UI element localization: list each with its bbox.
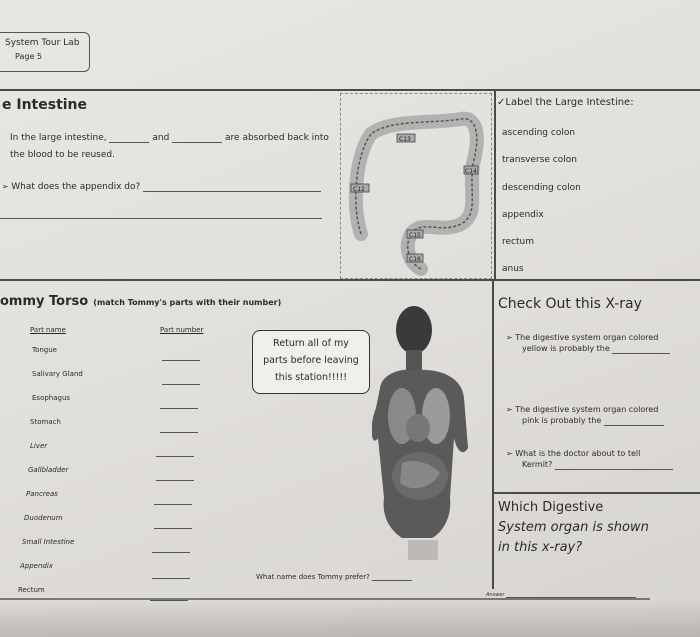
label-c14: C14 <box>465 168 477 175</box>
part-name: Rectum <box>18 586 45 594</box>
page-shadow <box>0 600 700 637</box>
label-c16: C16 <box>409 256 421 263</box>
part-name: Tongue <box>32 346 57 354</box>
label-rectum: rectum <box>502 237 534 247</box>
part-answer-line[interactable] <box>162 360 200 361</box>
xray-question-1: ➢ The digestive system organ colored yellow is probably the <box>506 332 694 354</box>
q2-text: ➢ What does the appendix do? <box>2 182 321 192</box>
xray-q1-blank[interactable] <box>612 345 670 354</box>
section-title-large-intestine: e Intestine <box>2 97 88 113</box>
tommy-question: What name does Tommy prefer? <box>256 573 412 581</box>
xray-q3-blank[interactable] <box>555 461 673 470</box>
q2-answer-line[interactable] <box>0 218 322 219</box>
label-descending-colon: descending colon <box>502 183 581 193</box>
label-c13: C13 <box>399 136 411 143</box>
label-appendix: appendix <box>502 210 544 220</box>
part-name: Duodenum <box>24 514 63 522</box>
divider-top <box>0 89 700 91</box>
label-transverse-colon: transverse colon <box>502 155 577 165</box>
part-answer-line[interactable] <box>162 384 200 385</box>
part-name: Salivary Gland <box>32 370 83 378</box>
header-page: Page 5 <box>15 52 42 61</box>
part-answer-line[interactable] <box>154 528 192 529</box>
part-name: Stomach <box>30 418 61 426</box>
xray-title: Check Out this X-ray <box>498 296 642 312</box>
part-name: Gallbladder <box>28 466 69 474</box>
return-parts-bubble: Return all of my parts before leaving this station!!!!! <box>252 330 370 394</box>
which-organ-question: Which Digestive System organ is shown in this x-ray? <box>498 500 649 555</box>
large-intestine-diagram <box>340 93 492 279</box>
header-box <box>0 32 90 72</box>
answer-blank[interactable] <box>506 592 636 598</box>
col-header-part-number: Part number <box>160 326 204 334</box>
tommy-answer-blank[interactable] <box>372 573 412 581</box>
part-name: Appendix <box>20 562 53 570</box>
part-answer-line[interactable] <box>160 432 198 433</box>
col-header-part-name: Part name <box>30 326 66 334</box>
part-answer-line[interactable] <box>156 480 194 481</box>
torso-title: ommy Torso (match Tommy's parts with their number) <box>0 294 282 309</box>
part-answer-line[interactable] <box>154 504 192 505</box>
part-answer-line[interactable] <box>152 552 190 553</box>
label-c12: C12 <box>353 186 365 193</box>
part-name: Esophagus <box>32 394 71 402</box>
header-title: System Tour Lab <box>5 38 80 48</box>
label-list-title: ✓Label the Large Intestine: <box>497 97 634 108</box>
part-answer-line[interactable] <box>152 578 190 579</box>
label-anus: anus <box>502 264 524 274</box>
label-c15: C15 <box>409 232 421 239</box>
xray-question-2: ➢ The digestive system organ colored pink is probably the <box>506 404 694 426</box>
large-intestine-illustration <box>341 94 491 278</box>
torso-model-illustration <box>372 298 492 566</box>
q1-text-line2: the blood to be reused. <box>10 150 115 160</box>
q2-blank[interactable] <box>143 182 321 192</box>
q1-text: In the large intestine, and are absorbed back into <box>10 133 329 143</box>
label-ascending-colon: ascending colon <box>502 128 576 138</box>
part-name: Pancreas <box>26 490 58 498</box>
part-name: Liver <box>30 442 48 450</box>
divider-right-top <box>494 89 496 279</box>
part-answer-line[interactable] <box>156 456 194 457</box>
q1-blank-1[interactable] <box>109 133 149 143</box>
xray-q2-blank[interactable] <box>604 417 664 426</box>
part-answer-line[interactable] <box>160 408 198 409</box>
divider-xray <box>492 492 700 494</box>
q1-blank-2[interactable] <box>172 133 222 143</box>
answer-row: Answer <box>486 592 636 598</box>
xray-question-3: ➢ What is the doctor about to tell Kermit? <box>506 448 694 470</box>
part-name: Small Intestine <box>22 538 75 546</box>
divider-right-bottom <box>492 279 494 589</box>
